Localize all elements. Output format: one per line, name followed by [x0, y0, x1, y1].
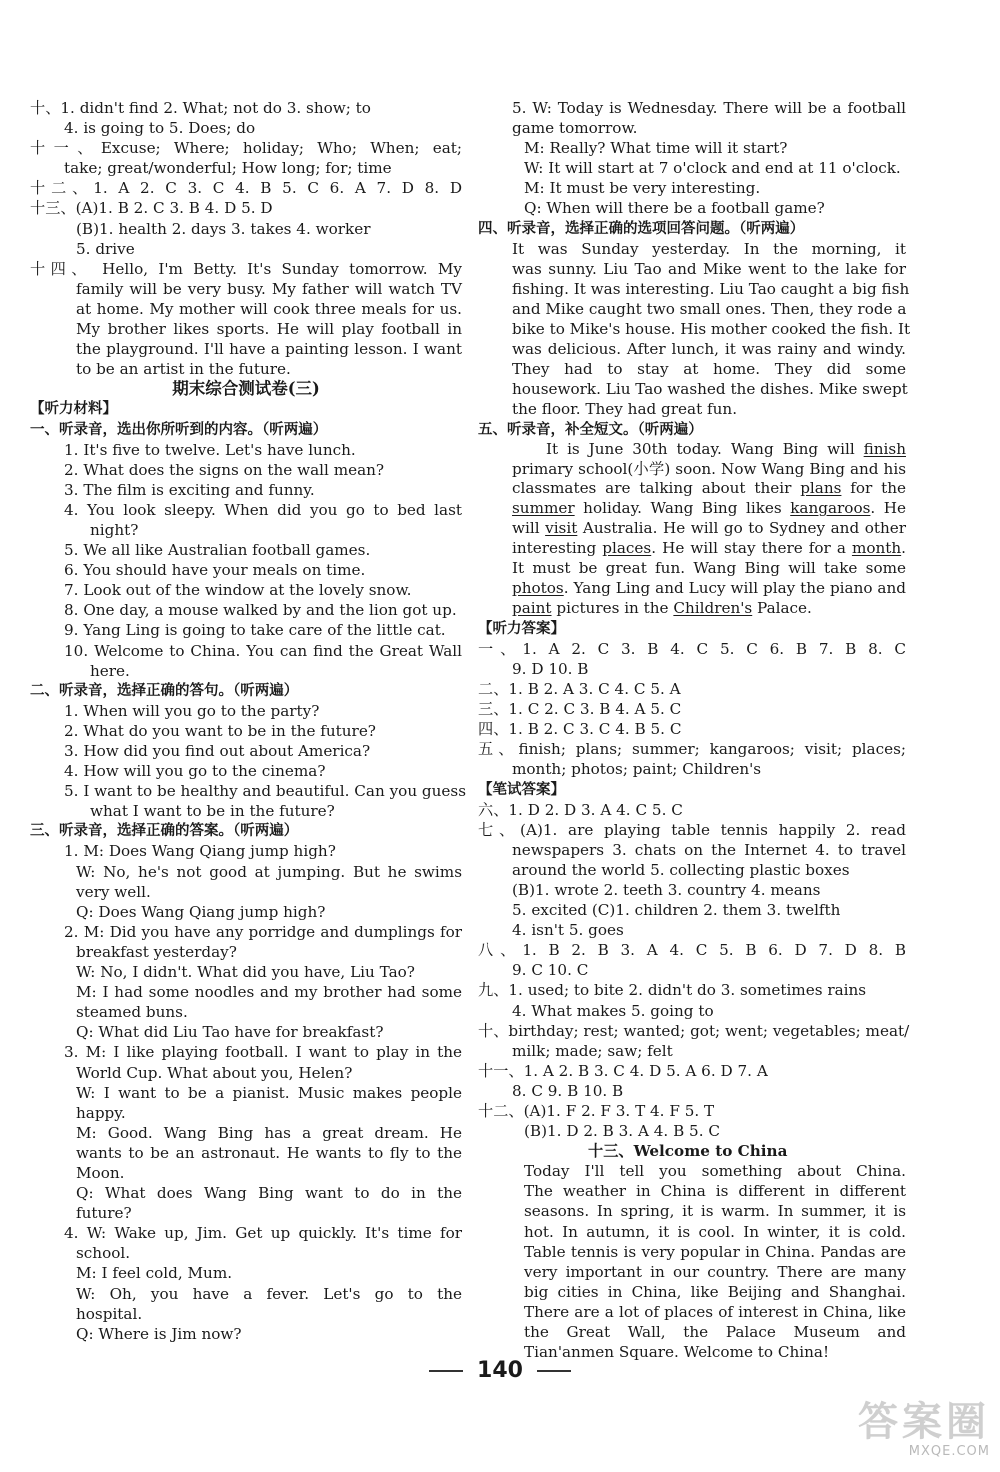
text-line: W: No, he's not good at jumping. But he swims [76, 862, 462, 881]
text-line: 二、听录音，选择正确的答句。（听两遍） [30, 682, 299, 699]
text-line: newspapers 3. chats on the Internet 4. to travel [512, 840, 906, 859]
text-line: 9. Yang Ling is going to take care of the little cat. [64, 621, 446, 640]
text-line: M: I had some noodles and my brother had some [76, 983, 462, 1002]
text-line: 四、听录音，选择正确的选项回答问题。（听两遍） [478, 220, 805, 237]
passage-text: pictures in the [551, 598, 674, 617]
text-line: month; photos; paint; Children's [512, 760, 762, 779]
text-line: 期末综合测试卷(三) [172, 379, 320, 399]
text-line: 四、1. B 2. C 3. C 4. B 5. C [478, 720, 682, 739]
text-line: 7. Look out of the window at the lovely snow. [64, 581, 412, 600]
text-line: family will be very busy. My father will watch TV [76, 279, 462, 298]
text-line: W: It will start at 7 o'clock and end at 11 o'clock. [524, 159, 901, 178]
text-line: fishing. It was interesting. Liu Tao caught a big fish [512, 279, 910, 298]
footer-dash [429, 1370, 463, 1372]
right-top-block [478, 98, 911, 440]
text-line: housework. Liu Tao washed the dishes. Mike swept [512, 380, 908, 399]
text-line: Moon. [76, 1163, 125, 1182]
watermark-text: 答案圈 [858, 1399, 990, 1445]
text-line: 【听力答案】 [478, 620, 565, 637]
text-line: 4. W: Wake up, Jim. Get up quickly. It's time for [64, 1224, 462, 1243]
text-line: 十四、 Hello, I'm Betty. It's Sunday tomorrow. My [30, 259, 462, 278]
text-line: 3. M: I like playing football. I want to play in the [64, 1043, 462, 1062]
text-line: (B)1. D 2. B 3. A 4. B 5. C [524, 1122, 720, 1141]
text-line: 5. drive [76, 239, 135, 258]
text-line: 5. excited (C)1. children 2. them 3. twelfth [512, 901, 841, 920]
text-line: 十二、(A)1. F 2. F 3. T 4. F 5. T [478, 1102, 715, 1120]
text-line: 【听力材料】 [30, 401, 117, 418]
text-line: Q: What did Liu Tao have for breakfast? [76, 1023, 384, 1042]
text-line: 十一、Excuse; Where; holiday; Who; When; eat; [30, 139, 462, 158]
text-line: and Mike caught two small ones. Then, they rode a [512, 299, 907, 318]
text-line: 五、听录音，补全短文。（听两遍） [478, 421, 703, 438]
answer-blank: photos [512, 578, 564, 597]
text-line: 一、1. A 2. C 3. B 4. C 5. C 6. B 7. B 8. C [478, 639, 906, 658]
text-line: 五、finish; plans; summer; kangaroos; visit; places; [478, 740, 906, 759]
text-line: M: I feel cold, Mum. [76, 1264, 233, 1283]
text-line: very well. [76, 882, 151, 901]
text-line: big cities in China, like Beijing and Shanghai. [524, 1282, 906, 1301]
text-line: 六、1. D 2. D 3. A 4. C 5. C [478, 800, 683, 819]
text-line: 8. C 9. B 10. B [512, 1081, 624, 1100]
text-line: W: I want to be a pianist. Music makes people [76, 1083, 462, 1102]
text-line: Q: Where is Jim now? [76, 1324, 242, 1343]
answer-blank: places [602, 539, 652, 558]
text-line: Q: Does Wang Qiang jump high? [76, 902, 326, 921]
text-line: 1. M: Does Wang Qiang jump high? [64, 842, 336, 861]
text-line: The weather in China is different in different [524, 1182, 906, 1201]
text-line: 9. C 10. C [512, 961, 589, 980]
text-line: My brother likes sports. He will play football in [76, 320, 462, 339]
watermark-url: MXQE.COM [908, 1444, 990, 1459]
text-line: 十一、1. A 2. B 3. C 4. D 5. A 6. D 7. A [478, 1061, 768, 1080]
text-line: happy. [76, 1103, 126, 1122]
text-line: 【笔试答案】 [478, 781, 565, 798]
answer-blank: Children's [673, 598, 753, 617]
text-line: Today I'll tell you something about China. [524, 1162, 906, 1181]
text-line: 十、birthday; rest; wanted; got; went; vegetables; meat/ [478, 1021, 910, 1040]
passage-text: Palace. [752, 598, 812, 617]
passage-text: . He will [512, 499, 907, 538]
text-line: steamed buns. [76, 1003, 188, 1022]
text-line: was sunny. Liu Tao and Mike went to the lake for [512, 259, 906, 278]
page-number: 140 [477, 1358, 523, 1383]
text-line: to be an artist in the future. [76, 360, 291, 379]
text-line: 4. isn't 5. goes [512, 921, 624, 940]
text-line: 八、1. B 2. B 3. A 4. C 5. B 6. D 7. D 8. B [478, 941, 906, 960]
text-line: 4. What makes 5. going to [512, 1001, 714, 1020]
text-line: 十二、1. A 2. C 3. C 4. B 5. C 6. A 7. D 8. D [30, 179, 462, 198]
passage-text: Australia. He will go to Sydney and other interesting [512, 519, 906, 558]
text-line: very important in our country. There are many [524, 1262, 906, 1281]
fill-in-passage [478, 440, 906, 619]
text-line: 6. You should have your meals on time. [64, 561, 366, 580]
answer-blank: kangaroos [790, 499, 871, 518]
text-line: 十三、Welcome to China [588, 1142, 788, 1161]
right-column [478, 98, 911, 1362]
text-line: the floor. They had great fun. [512, 400, 738, 419]
text-line: seasons. In spring, it is warm. In summer, it is [524, 1202, 906, 1221]
text-line: 三、听录音，选择正确的答案。（听两遍） [30, 823, 299, 840]
text-line: what I want to be in the future? [90, 802, 335, 821]
text-line: (B)1. wrote 2. teeth 3. country 4. means [512, 880, 821, 899]
text-line: They had to stay at home. They did some [512, 360, 906, 379]
text-line: game tomorrow. [512, 119, 638, 138]
text-line: M: Really? What time will it start? [524, 139, 788, 158]
text-line: There are a lot of places of interest in China, like [524, 1302, 906, 1321]
text-line: 3. How did you find out about America? [64, 742, 371, 760]
watermark-logo [840, 1400, 990, 1466]
text-line: Q: When will there be a football game? [524, 199, 825, 218]
text-line: night? [90, 520, 139, 539]
text-line: 九、1. used; to bite 2. didn't do 3. sometimes rains [478, 981, 867, 1000]
text-line: Tian'anmen Square. Welcome to China! [524, 1343, 830, 1362]
text-line: school. [76, 1244, 131, 1263]
text-line: Table tennis is very popular in China. Pandas are [524, 1242, 906, 1261]
text-line: future? [76, 1204, 132, 1223]
passage-text: . It must be great fun. Wang Bing will take some [512, 539, 906, 578]
text-line: 4. How will you go to the cinema? [64, 762, 326, 781]
text-line: 三、1. C 2. C 3. B 4. A 5. C [478, 700, 682, 719]
text-line: (B)1. health 2. days 3. takes 4. worker [76, 219, 371, 238]
text-line: around the world 5. collecting plastic boxes [512, 860, 850, 879]
text-line: 5. We all like Australian football games. [64, 541, 371, 560]
answer-blank: visit [545, 519, 578, 538]
text-line: It was Sunday yesterday. In the morning, it [512, 239, 906, 258]
text-line: 十、1. didn't find 2. What; not do 3. show; to [30, 99, 371, 117]
text-line: take; great/wonderful; How long; for; time [64, 159, 392, 178]
text-line: the Great Wall, the Palace Museum and [524, 1323, 906, 1342]
answer-blank: finish [863, 439, 906, 458]
text-line: hot. In autumn, it is cool. In winter, it is cold. [524, 1222, 906, 1241]
text-line: World Cup. What about you, Helen? [76, 1063, 353, 1082]
passage-text: . Yang Ling and Lucy will play the piano and [563, 578, 906, 597]
text-line: 1. When will you go to the party? [64, 701, 320, 720]
text-line: breakfast yesterday? [76, 942, 237, 961]
text-line: M: Good. Wang Bing has a great dream. He [76, 1123, 462, 1142]
text-line: 1. It's five to twelve. Let's have lunch. [64, 440, 356, 459]
text-line: 2. M: Did you have any porridge and dumplings for [64, 922, 462, 941]
text-line: 二、1. B 2. A 3. C 4. C 5. A [478, 680, 681, 699]
passage-text: holiday. Wang Bing likes [574, 499, 791, 518]
text-line: M: It must be very interesting. [524, 179, 761, 198]
text-line: W: No, I didn't. What did you have, Liu Tao? [76, 963, 415, 982]
passage-text: . He will stay there for a [651, 539, 852, 558]
text-line: 8. One day, a mouse walked by and the lion got up. [64, 601, 457, 620]
answer-blank: summer [512, 499, 575, 518]
text-line: 10. Welcome to China. You can find the Great Wall [64, 641, 462, 660]
text-line: 一、听录音，选出你所听到的内容。（听两遍） [30, 421, 328, 438]
text-line: here. [90, 661, 130, 680]
footer-dash [537, 1370, 571, 1372]
text-line: at home. My mother will cook three meals for us. [76, 299, 462, 318]
text-line: 十三、(A)1. B 2. C 3. B 4. D 5. D [30, 199, 273, 218]
text-line: 3. The film is exciting and funny. [64, 480, 315, 499]
answer-blank: month [851, 539, 902, 558]
text-line: 5. W: Today is Wednesday. There will be a football [512, 99, 906, 117]
passage-text: primary school(小学) soon. Now Wang Bing and his classmates are talking about their [512, 459, 906, 498]
text-line: 2. What do you want to be in the future? [64, 721, 376, 740]
answer-blank: paint [512, 598, 552, 617]
text-line: bike to Mike's house. His mother cooked the fish. It [512, 320, 911, 339]
text-line: 5. I want to be healthy and beautiful. Can you guess [64, 782, 467, 801]
text-line: 4. You look sleepy. When did you go to bed last [64, 500, 462, 519]
right-bottom-block [478, 619, 910, 1362]
page-footer [0, 1358, 1000, 1383]
passage-text: It is June 30th today. Wang Bing will [546, 439, 864, 458]
text-line: 4. is going to 5. Does; do [64, 119, 256, 138]
text-line: W: Oh, you have a fever. Let's go to the [76, 1284, 462, 1303]
text-line: wants to be an astronaut. He wants to fly to the [76, 1143, 462, 1162]
text-line: was delicious. After lunch, it was rainy and windy. [512, 340, 906, 359]
text-line: 七、(A)1. are playing table tennis happily 2. read [478, 820, 906, 839]
left-column [30, 98, 467, 1344]
text-line: Q: What does Wang Bing want to do in the [76, 1184, 462, 1203]
text-line: milk; made; saw; felt [512, 1041, 673, 1060]
answer-blank: plans [800, 479, 842, 498]
passage-text: for the [841, 479, 906, 498]
text-line: the playground. I'll have a painting lesson. I want [76, 340, 462, 359]
text-line: hospital. [76, 1304, 143, 1323]
text-line: 2. What does the signs on the wall mean? [64, 460, 385, 479]
text-line: 9. D 10. B [512, 659, 589, 678]
